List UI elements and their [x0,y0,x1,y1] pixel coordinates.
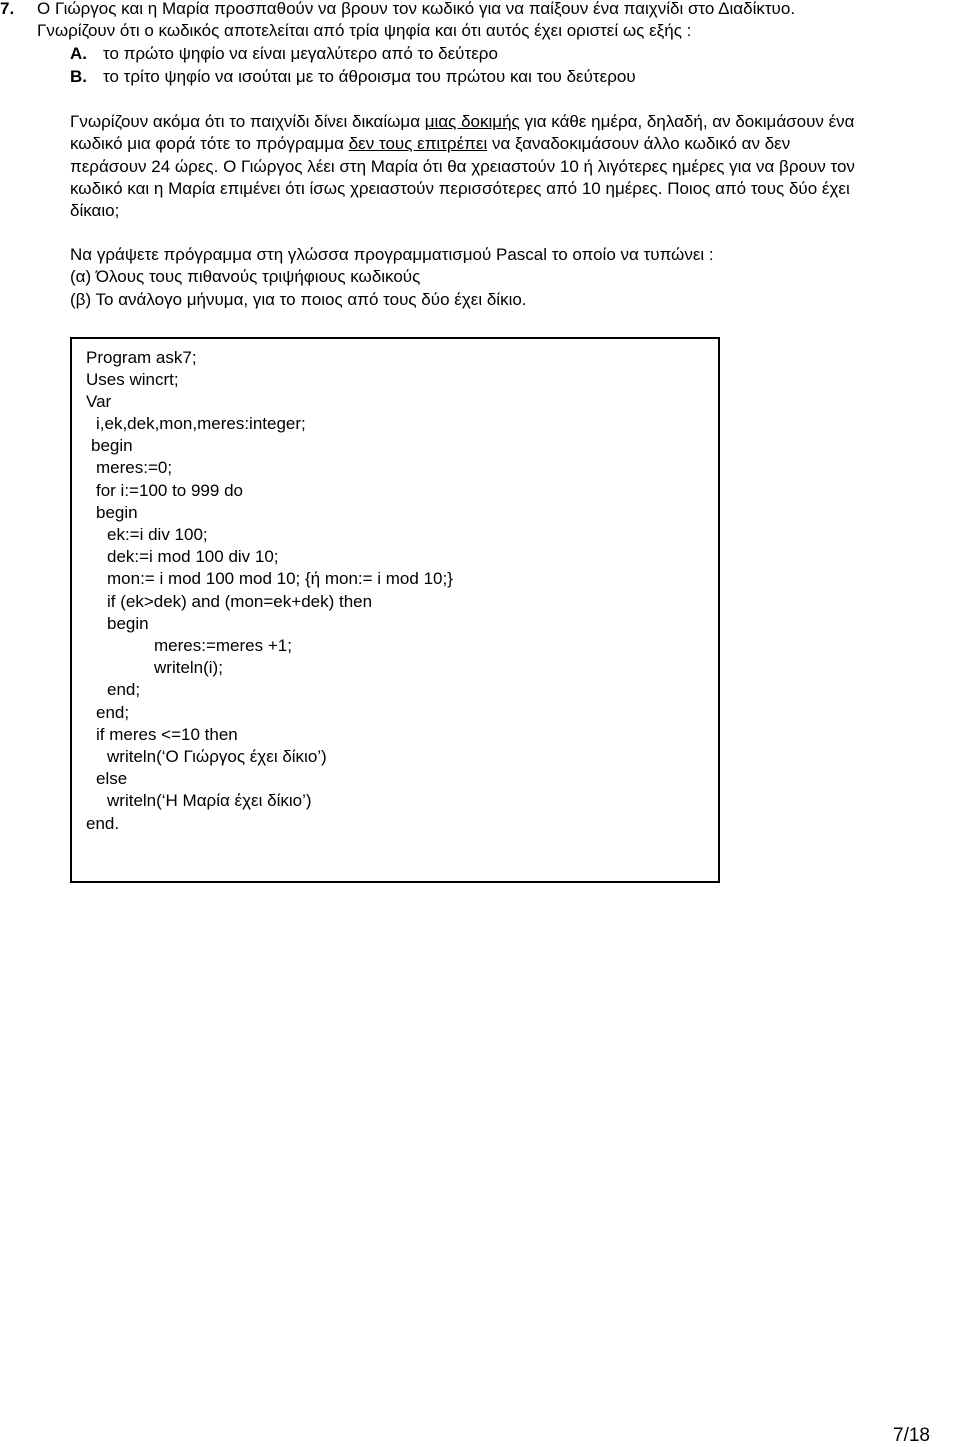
code-line: end; [96,703,130,722]
task-item-b: (β) Το ανάλογο μήνυμα, για το ποιος από τους δύο έχει δίκιο. [70,290,527,309]
underlined-one-attempt: μιας δοκιμής [424,112,520,131]
paragraph-line-5: δίκαιο; [70,201,120,220]
code-line: else [96,769,128,788]
code-box [70,337,720,883]
paragraph-line-1-start: Γνωρίζουν ακόμα ότι το παιχνίδι δίνει δικαίωμα [70,112,425,131]
code-line: meres:=meres +1; [154,636,292,655]
paragraph-line-4: κωδικό και η Μαρία επιμένει ότι ίσως χρειαστούν περισσότερες από 10 ημέρες. Ποιος από τους δύο έχει [70,179,850,198]
paragraph-line-1-end: για κάθε ημέρα, δηλαδή, αν δοκιμάσουν ένα [519,112,855,131]
code-line: Uses wincrt; [86,370,179,389]
exercise-number: 7. [0,0,15,18]
code-line: dek:=i mod 100 div 10; [107,547,279,566]
code-line: end; [107,680,141,699]
rule-b-label: B. [70,67,87,86]
paragraph-line-2-start: κωδικό μια φορά τότε το πρόγραμμα [70,134,349,153]
code-line: begin [107,614,149,633]
exercise-intro-line-2: Γνωρίζουν ότι ο κωδικός αποτελείται από τρία ψηφία και ότι αυτός έχει οριστεί ως εξής : [37,21,692,40]
task-item-a: (α) Όλους τους πιθανούς τριψήφιους κωδικούς [70,267,421,286]
code-line: writeln(‘Ο Γιώργος έχει δίκιο’) [107,747,327,766]
task-intro: Να γράψετε πρόγραμμα στη γλώσσα προγραμματισμού Pascal το οποίο να τυπώνει : [70,245,714,264]
code-line: Program ask7; [86,348,197,367]
rule-a-label: A. [70,44,87,63]
paragraph-line-3: περάσουν 24 ώρες. Ο Γιώργος λέει στη Μαρία ότι θα χρειαστούν 10 ή λιγότερες ημέρες για να βρουν τον [70,157,855,176]
code-line: for i:=100 to 999 do [96,481,243,500]
code-line: begin [96,503,138,522]
code-line: Var [86,392,112,411]
code-line: mon:= i mod 100 mod 10; {ή mon:= i mod 10;} [107,569,453,588]
exercise-intro-line-1: Ο Γιώργος και η Μαρία προσπαθούν να βρουν τον κωδικό για να παίξουν ένα παιχνίδι στο Διαδίκτυο. [37,0,796,18]
paragraph-line-2-end: να ξαναδοκιμάσουν άλλο κωδικό αν δεν [487,134,791,153]
code-line: if meres <=10 then [96,725,238,744]
code-line: if (ek>dek) and (mon=ek+dek) then [107,592,373,611]
code-line: end. [86,814,120,833]
rule-a-text: το πρώτο ψηφίο να είναι μεγαλύτερο από το δεύτερο [103,44,498,63]
underlined-not-allowed: δεν τους επιτρέπει [348,134,488,153]
paragraph-line-2 [70,133,790,155]
paragraph-line-1 [70,111,855,133]
code-line: meres:=0; [96,458,173,477]
code-line: begin [91,436,133,455]
code-line: ek:=i div 100; [107,525,208,544]
code-line: i,ek,dek,mon,meres:integer; [96,414,306,433]
page-number: 7/18 [893,1425,930,1446]
code-line: writeln(‘Η Μαρία έχει δίκιο’) [107,791,312,810]
code-line: writeln(i); [154,658,223,677]
rule-b-text: το τρίτο ψηφίο να ισούται με το άθροισμα του πρώτου και του δεύτερου [103,67,636,86]
